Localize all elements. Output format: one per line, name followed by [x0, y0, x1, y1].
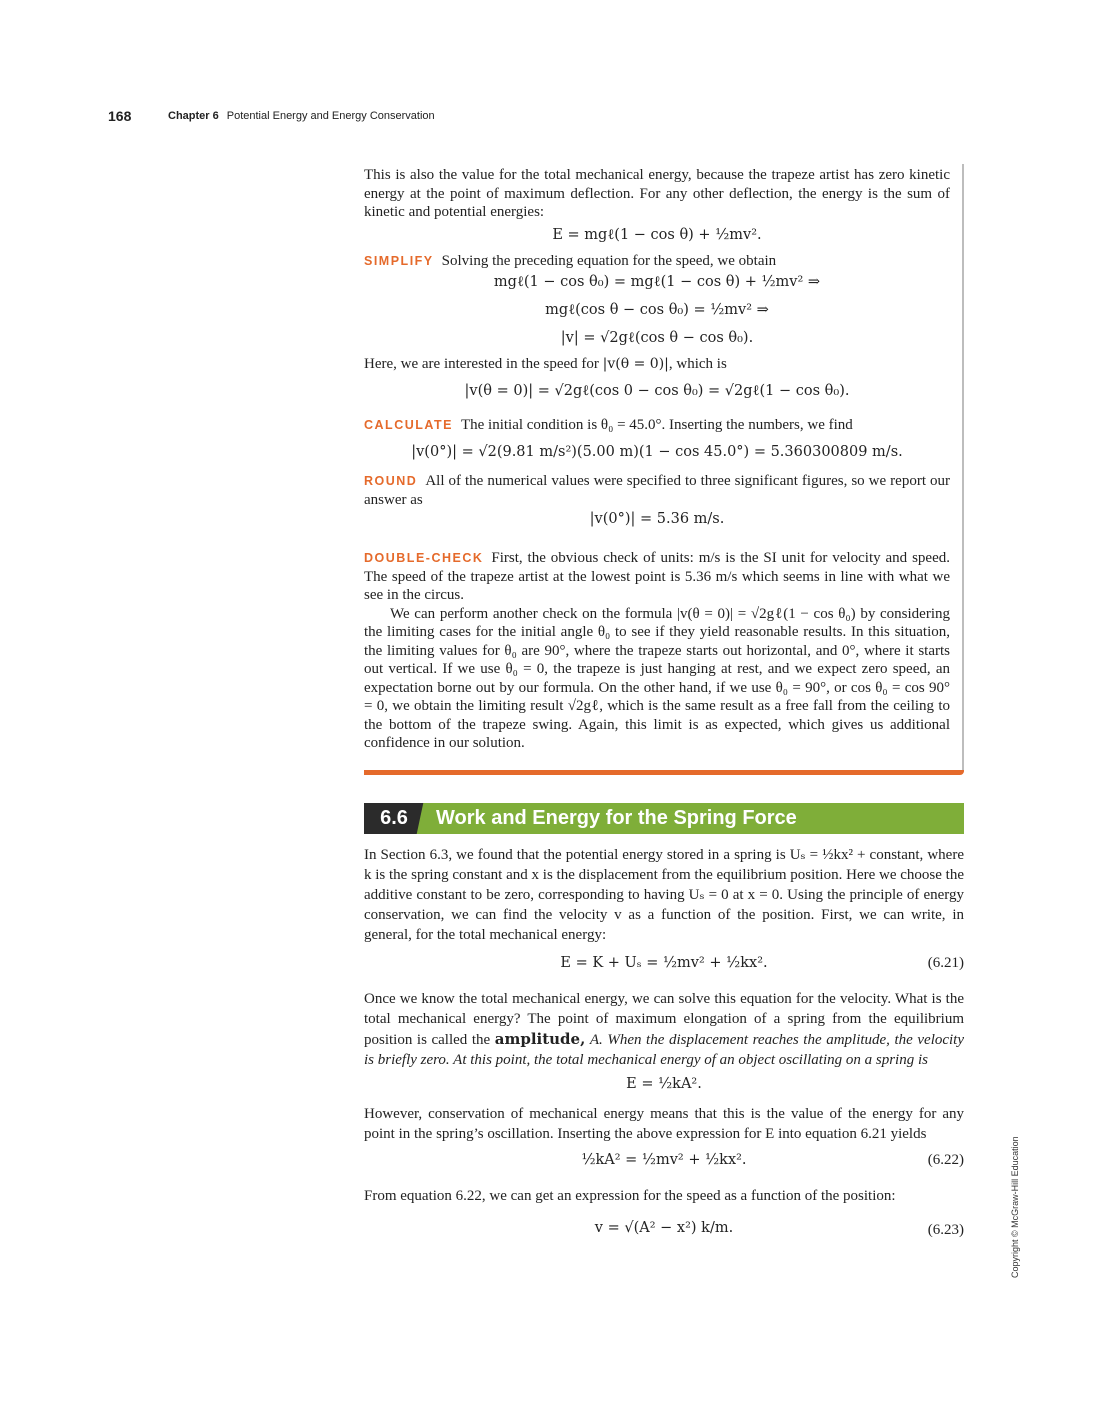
chapter-name: Potential Energy and Energy Conservation	[226, 110, 435, 122]
chapter-label: Chapter 6	[168, 110, 219, 122]
equation-row	[364, 1220, 964, 1248]
page-number: 168	[108, 108, 132, 124]
equation: E = ½kA².	[626, 1076, 702, 1092]
paragraph-simplify	[364, 252, 950, 271]
section-title: Work and Energy for the Spring Force	[424, 803, 964, 834]
equation: |v| = √2gℓ(cos θ − cos θ₀).	[560, 330, 754, 346]
equation: |v(0°)| = 5.36 m/s.	[589, 511, 725, 527]
text-span: Here, we are interested in the speed for	[364, 356, 599, 372]
equation: ½kA² = ½mv² + ½kx².	[581, 1152, 747, 1168]
text-span: A. When the displacement reaches the amplitude, the velocity is briefly zero. At this point, the total mechanical energy of an object oscillating on a spring is	[364, 1032, 965, 1068]
doublecheck-text: First, the obvious check of units: m/s is the SI unit for velocity and speed. The speed of the trapeze artist at the lowest point is 5.36 m/s which seems in line with what we see in the circus.	[364, 550, 950, 603]
equation-number: (6.23)	[927, 1222, 964, 1238]
inline-math: |v(θ = 0)|	[602, 356, 669, 372]
calculate-text: The initial condition is θ₀ = 45.0°. Inserting the numbers, we find	[460, 416, 853, 433]
paragraph: This is also the value for the total mechanical energy, because the trapeze artist has zero kinetic energy at the point of maximum deflection. For any other deflection, the energy is the sum of kinetic and potential energies:	[364, 167, 950, 220]
equation: E = mgℓ(1 − cos θ) + ½mv².	[552, 226, 762, 243]
paragraph: However, conservation of mechanical energy means that this is the value of the energy for any point in the spring’s oscillation. Inserting the above expression for E into equation 6.21 yields	[364, 1106, 964, 1142]
simplify-label: SIMPLIFY	[364, 253, 434, 268]
text-span: , which is	[668, 356, 727, 372]
box-right-rule	[962, 164, 964, 772]
equation: E = K + Uₛ = ½mv² + ½kx².	[560, 955, 768, 971]
paragraph	[364, 989, 964, 1070]
section-body	[364, 845, 964, 1248]
paragraph: In Section 6.3, we found that the potential energy stored in a spring is Uₛ = ½kx² + constant, where k is the spring constant and x is the displacement from the equilibrium position. Here we choose the additive constant to be zero, corresponding to having Uₛ = 0 at x = 0. Using the principle of energy conservation, we can find the velocity v as a function of the position. First, we can write, in general, for the total mechanical energy:	[364, 847, 964, 943]
simplify-text: Solving the preceding equation for the speed, we obtain	[441, 252, 777, 269]
equation-number: (6.21)	[927, 955, 964, 971]
key-term: amplitude,	[494, 1030, 586, 1048]
equation: |v(θ = 0)| = √2gℓ(cos 0 − cos θ₀) = √2gℓ(1 − cos θ₀).	[464, 382, 850, 399]
equation-row	[364, 1152, 964, 1176]
equation-row	[364, 955, 964, 977]
copyright-notice: Copyright © McGraw-Hill Education	[1010, 1136, 1020, 1278]
doublecheck-label: DOUBLE-CHECK	[364, 551, 484, 565]
box-bottom-rule	[364, 770, 964, 775]
round-label: ROUND	[364, 474, 418, 488]
section-heading	[364, 803, 964, 834]
paragraph-calculate	[364, 416, 950, 435]
equation: v = √(A² − x²) k/m.	[594, 1220, 734, 1236]
round-text: All of the numerical values were specified to three significant figures, so we report our answer as	[364, 473, 950, 508]
paragraph	[364, 355, 950, 374]
equation-number: (6.22)	[927, 1152, 964, 1168]
equation: mgℓ(1 − cos θ₀) = mgℓ(1 − cos θ) + ½mv² ⇒	[493, 274, 821, 290]
section-number: 6.6	[364, 803, 424, 834]
equation: |v(0°)| = √2(9.81 m/s²)(5.00 m)(1 − cos 45.0°) = 5.360300809 m/s.	[411, 444, 903, 460]
text-span: Once we know the total mechanical energy, we can solve this equation for the velocity. What is the total mechanical energy? The point of maximum elongation of a spring from the equilibrium position is called the	[364, 991, 964, 1048]
calculate-label: CALCULATE	[364, 417, 453, 432]
box-content	[364, 166, 950, 753]
paragraph-doublecheck	[364, 549, 950, 605]
equation: mgℓ(cos θ − cos θ₀) = ½mv² ⇒	[545, 302, 769, 318]
paragraph-round	[364, 472, 950, 509]
paragraph: We can perform another check on the formula |v(θ = 0)| = √2gℓ(1 − cos θ₀) by considering the limiting cases for the initial angle θ₀ to see if they yield reasonable results. In this situation, the limiting values for θ₀ are 90°, where the trapeze starts out horizontal, and 0°, where it starts out vertical. If we use θ₀ = 0, the trapeze is just hanging at rest, and we expect zero speed, an expectation borne out by our formula. On the other hand, if we use θ₀ = 90°, or cos θ₀ = cos 90° = 0, we obtain the limiting result √2gℓ, which is the same result as a free fall from the ceiling to the bottom of the trapeze swing. Again, this limit is as expected, which gives us additional confidence in our solution.	[364, 605, 950, 751]
paragraph: From equation 6.22, we can get an expression for the speed as a function of the position:	[364, 1188, 896, 1204]
chapter-title	[168, 110, 435, 122]
